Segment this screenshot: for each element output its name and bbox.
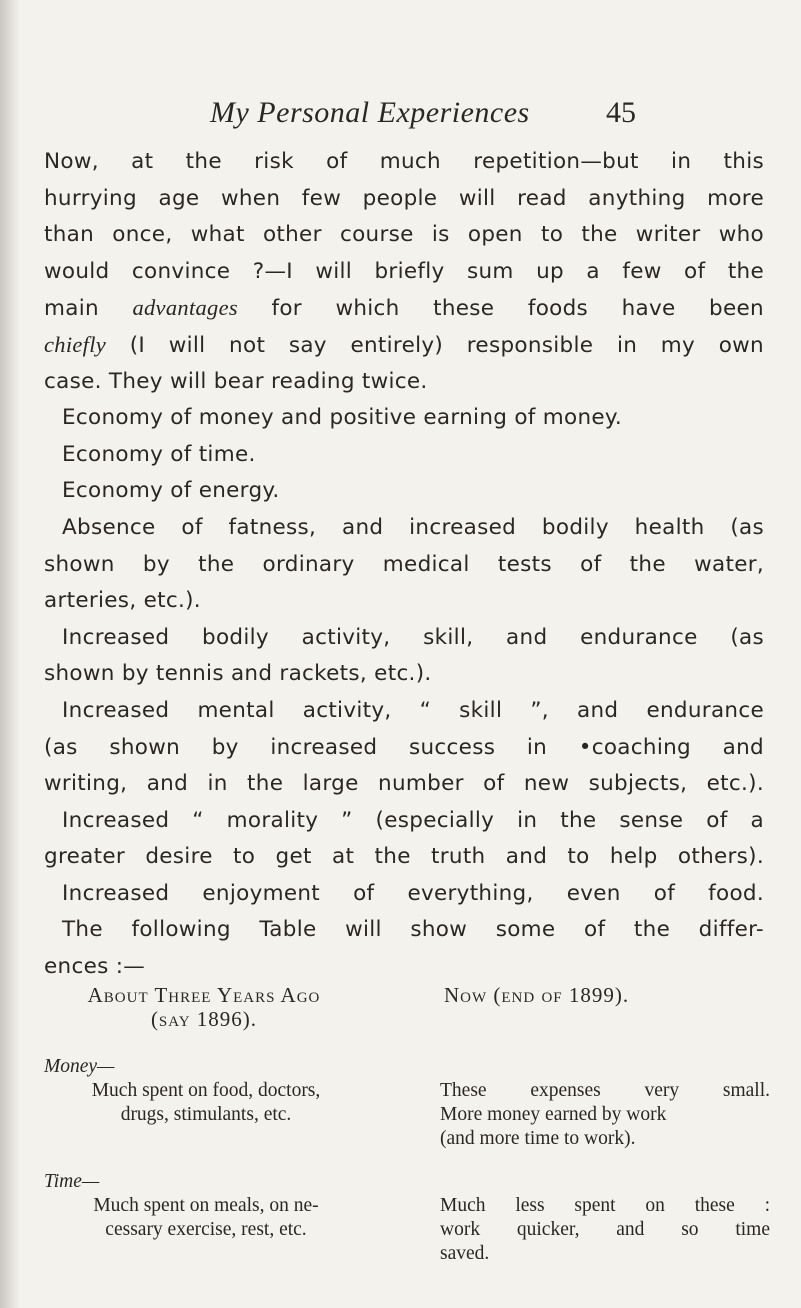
text-line: arteries, etc.).	[44, 588, 201, 614]
list-item: Economy of energy.	[62, 478, 280, 504]
text-line	[44, 327, 764, 364]
page-gutter-shadow	[0, 0, 20, 1308]
heading-line: About Three Years Ago	[87, 983, 321, 1007]
page-number: 45	[606, 96, 636, 129]
cell-line: Much spent on food, doctors,	[91, 1080, 321, 1101]
money-before-cell	[46, 1079, 366, 1127]
text-line	[44, 290, 764, 327]
text-fragment: for which these foods have been	[237, 296, 764, 322]
right-column-heading: Now (end of 1899).	[444, 983, 630, 1007]
body-text	[44, 144, 764, 986]
cell-line: work quicker, and so time	[440, 1219, 770, 1240]
page-header	[0, 96, 801, 136]
list-item: Increased mental activity, “ skill ”, and endurance	[62, 697, 764, 723]
list-item: Economy of time.	[62, 441, 256, 467]
list-item: Increased bodily activity, skill, and endurance (as	[62, 624, 764, 650]
money-now-cell	[440, 1079, 770, 1151]
section-label-time: Time—	[44, 1171, 100, 1192]
left-column-heading	[44, 983, 364, 1031]
time-now-cell	[440, 1194, 770, 1266]
text-line: writing, and in the large number of new subjects, etc.).	[44, 771, 764, 797]
section-label-money: Money—	[44, 1056, 115, 1077]
text-line: Now, at the risk of much repetition—but in this	[44, 149, 764, 174]
list-item: Economy of money and positive earning of money.	[62, 405, 623, 431]
text-line: shown by the ordinary medical tests of the water,	[44, 551, 764, 577]
cell-line: saved.	[440, 1243, 490, 1264]
text-line: (as shown by increased success in •coaching and	[44, 734, 764, 760]
cell-line: Much less spent on these :	[440, 1195, 770, 1216]
italic-word: advantages	[132, 295, 238, 321]
text-line: hurrying age when few people will read anything more	[44, 185, 764, 211]
cell-line: More money earned by work	[440, 1104, 667, 1125]
cell-line: cessary exercise, rest, etc.	[105, 1219, 307, 1240]
list-item: Absence of fatness, and increased bodily health (as	[62, 514, 764, 540]
list-item: Increased “ morality ” (especially in the sense of a	[62, 807, 764, 833]
italic-word: chiefly	[44, 331, 107, 357]
cell-line: Much spent on meals, on ne-	[93, 1195, 319, 1216]
cell-line: drugs, stimulants, etc.	[120, 1104, 292, 1125]
running-title: My Personal Experiences	[210, 96, 530, 129]
list-item: Increased enjoyment of everything, even of food.	[62, 880, 764, 906]
text-line: than once, what other course is open to the writer who	[44, 222, 764, 248]
cell-line: These expenses very small.	[440, 1080, 770, 1101]
text-line: ences :—	[44, 954, 146, 980]
text-line: greater desire to get at the truth and to help others).	[44, 844, 764, 870]
cell-line: (and more time to work).	[440, 1128, 636, 1149]
time-before-cell	[46, 1194, 366, 1242]
heading-line: (say 1896).	[150, 1007, 258, 1031]
text-line: case. They will bear reading twice.	[44, 368, 428, 394]
text-line: The following Table will show some of the differ-	[62, 917, 764, 943]
text-line: shown by tennis and rackets, etc.).	[44, 661, 432, 687]
text-fragment: (I will not say entirely) responsible in my own	[106, 332, 764, 358]
text-line: would convince ?—I will briefly sum up a few of the	[44, 258, 764, 284]
text-fragment: main	[44, 296, 133, 322]
